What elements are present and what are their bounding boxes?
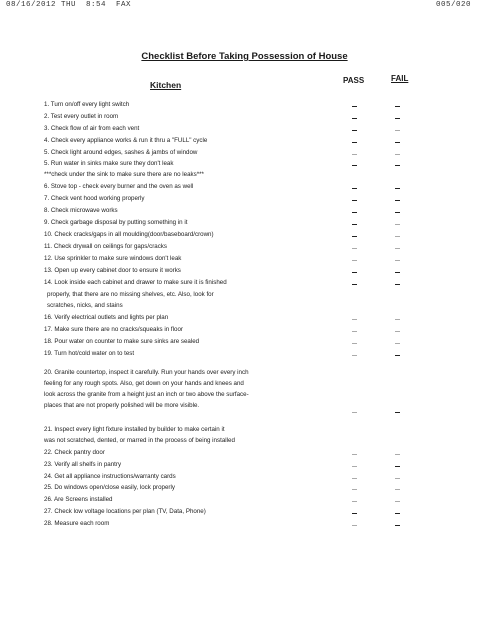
checklist-line: 13. Open up every cabinet door to ensure it works (44, 267, 181, 274)
pass-mark (352, 412, 357, 413)
fail-mark (395, 130, 400, 131)
pass-mark (352, 489, 357, 490)
checklist-line: 24. Get all appliance instructions/warranty cards (44, 473, 176, 480)
pass-mark (352, 466, 357, 467)
checklist-line: 1. Turn on/off every light switch (44, 101, 130, 108)
checklist-line: scratches, nicks, and stains (47, 302, 123, 309)
pass-mark (352, 319, 357, 320)
checklist-line: 17. Make sure there are no cracks/squeaks in floor (44, 326, 183, 333)
pass-mark (352, 454, 357, 455)
fail-mark (395, 165, 400, 166)
checklist-line: 14. Look inside each cabinet and drawer to make sure it is finished (44, 279, 227, 286)
pass-mark (352, 525, 357, 526)
checklist-line: look across the granite from a height just an inch or two above the surface- (44, 391, 249, 398)
checklist-line: ***check under the sink to make sure there are no leaks*** (44, 171, 204, 178)
fail-mark (395, 319, 400, 320)
fail-mark (395, 200, 400, 201)
fail-mark (395, 142, 400, 143)
fail-mark (395, 412, 400, 413)
fail-mark (395, 355, 400, 356)
fail-mark (395, 513, 400, 514)
pass-mark (352, 130, 357, 131)
checklist-line: 26. Are Screens installed (44, 496, 113, 503)
fail-mark (395, 343, 400, 344)
pass-mark (352, 154, 357, 155)
checklist-line: 3. Check flow of air from each vent (44, 125, 140, 132)
checklist-line: 5. Run water in sinks make sure they don't leak (44, 160, 174, 167)
checklist-line: 16. Verify electrical outlets and lights per plan (44, 314, 169, 321)
fail-mark (395, 212, 400, 213)
fail-mark (395, 466, 400, 467)
checklist-line: 7. Check vent hood working properly (44, 195, 145, 202)
pass-mark (352, 118, 357, 119)
pass-mark (352, 513, 357, 514)
pass-mark (352, 106, 357, 107)
fail-mark (395, 489, 400, 490)
pass-mark (352, 236, 357, 237)
checklist-line: 23. Verify all shelfs in pantry (44, 461, 122, 468)
fail-mark (395, 154, 400, 155)
fail-mark (395, 525, 400, 526)
checklist-line: 27. Check low voltage locations per plan (TV, Data, Phone) (44, 508, 206, 515)
fail-mark (395, 188, 400, 189)
pass-mark (352, 200, 357, 201)
pass-mark (352, 165, 357, 166)
pass-mark (352, 355, 357, 356)
fail-mark (395, 284, 400, 285)
checklist-line: 25. Do windows open/close easily, lock properly (44, 484, 175, 491)
fail-mark (395, 501, 400, 502)
fail-mark (395, 272, 400, 273)
pass-mark (352, 331, 357, 332)
fail-mark (395, 454, 400, 455)
checklist-line: 19. Turn hot/cold water on to test (44, 350, 135, 357)
checklist-line: 4. Check every appliance works & run it thru a "FULL" cycle (44, 137, 208, 144)
checklist-line: feeling for any rough spots. Also, get down on your hands and knees and (44, 380, 244, 387)
document-title: Checklist Before Taking Possession of House (141, 51, 348, 62)
checklist-line: properly, that there are no missing shelves, etc. Also, look for (47, 291, 214, 298)
checklist-line: places that are not properly polished will be more visible. (44, 402, 200, 409)
fail-mark (395, 118, 400, 119)
checklist-line: 22. Check pantry door (44, 449, 105, 456)
checklist-line: 12. Use sprinkler to make sure windows don't leak (44, 255, 182, 262)
checklist-line: 28. Measure each room (44, 520, 110, 527)
fail-mark (395, 331, 400, 332)
checklist-line: was not scratched, dented, or marred in the process of being installed (44, 437, 235, 444)
fail-mark (395, 260, 400, 261)
checklist-line: 9. Check garbage disposal by putting something in it (44, 219, 188, 226)
fail-mark (395, 248, 400, 249)
checklist-line: 11. Check drywall on ceilings for gaps/cracks (44, 243, 167, 250)
pass-mark (352, 501, 357, 502)
pass-mark (352, 343, 357, 344)
section-title-kitchen: Kitchen (150, 80, 182, 90)
fax-header-datetime: 08/16/2012 THU 8:54 FAX (6, 1, 132, 9)
fail-mark (395, 224, 400, 225)
checklist-line: 2. Test every outlet in room (44, 113, 119, 120)
pass-mark (352, 142, 357, 143)
checklist-line: 10. Check cracks/gaps in all moulding(door/baseboard/crown) (44, 231, 214, 238)
pass-mark (352, 478, 357, 479)
checklist-line: 6. Stove top - check every burner and the oven as well (44, 183, 194, 190)
fail-mark (395, 478, 400, 479)
pass-mark (352, 260, 357, 261)
pass-mark (352, 188, 357, 189)
pass-mark (352, 212, 357, 213)
checklist-line: 21. Inspect every light fixture installed by builder to make certain it (44, 426, 225, 433)
pass-mark (352, 248, 357, 249)
pass-mark (352, 284, 357, 285)
checklist-line: 20. Granite countertop, inspect it carefully. Run your hands over every inch (44, 369, 249, 376)
pass-column-header: PASS (343, 76, 365, 85)
pass-mark (352, 224, 357, 225)
pass-mark (352, 272, 357, 273)
fail-mark (395, 106, 400, 107)
checklist-line: 18. Pour water on counter to make sure sinks are sealed (44, 338, 200, 345)
fail-column-header: FAIL (391, 74, 409, 83)
checklist-line: 8. Check microwave works (44, 207, 118, 214)
fax-header-page: 005/020 (435, 1, 471, 9)
fail-mark (395, 236, 400, 237)
checklist-line: 5. Check light around edges, sashes & jambs of window (44, 149, 198, 156)
